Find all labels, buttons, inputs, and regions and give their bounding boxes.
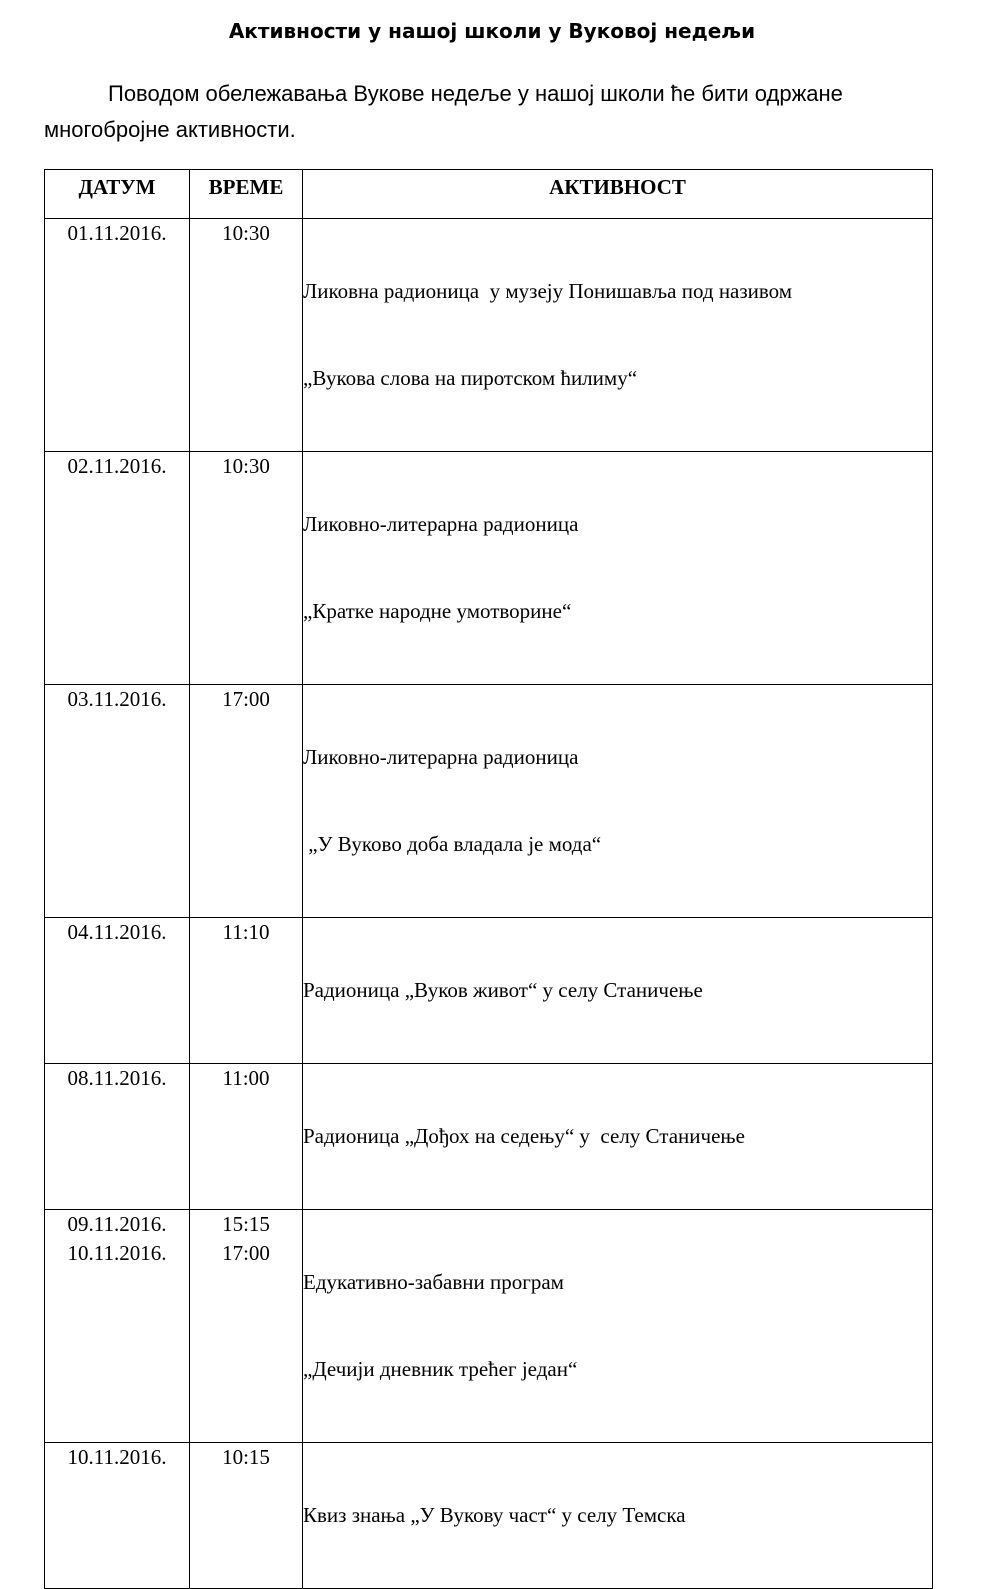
- activity-text: Ликовна радионица у музеју Понишавља под називом: [303, 279, 793, 303]
- table-row: [45, 1064, 933, 1210]
- activity-cell: [303, 918, 933, 1064]
- date-text: 03.11.2016.: [67, 687, 167, 711]
- date-text: 10.11.2016.: [67, 1445, 167, 1469]
- activity-text: „У Вуково доба владала је мода“: [303, 832, 602, 856]
- time-text: 17:00: [222, 687, 270, 711]
- time-text: 15:15: [222, 1212, 270, 1236]
- table-row: [45, 918, 933, 1064]
- activity-cell: [303, 1443, 933, 1589]
- activities-table: [44, 169, 933, 1589]
- activity-text: „Дечији дневник трећег један“: [303, 1357, 578, 1381]
- activity-text: Ликовно-литерарна радионица: [303, 745, 579, 769]
- activity-cell: [303, 685, 933, 918]
- activity-column-header: АКТИВНОСТ: [303, 170, 933, 219]
- table-row: [45, 1443, 933, 1589]
- time-text: 10:30: [222, 454, 270, 478]
- time-text: 10:30: [222, 221, 270, 245]
- activity-text: Радионица „Вуков живот“ у селу Станичење: [303, 978, 703, 1002]
- time-text: 17:00: [222, 1241, 270, 1265]
- time-cell: [190, 685, 303, 918]
- date-text: 04.11.2016.: [67, 920, 167, 944]
- table-row: [45, 452, 933, 685]
- date-cell: [45, 1443, 190, 1589]
- intro-paragraph: Поводом обележавања Вукове недеље у нашој школи ће бити одржане многобројне активности.: [44, 81, 843, 142]
- activity-text: Ликовно-литерарна радионица: [303, 512, 579, 536]
- time-cell: [190, 1210, 303, 1443]
- time-cell: [190, 1443, 303, 1589]
- activity-text: Едукативно-забавни програм: [303, 1270, 564, 1294]
- activities-table-body: [45, 219, 933, 1589]
- activity-text: „Вукова слова на пиротском ћилиму“: [303, 366, 638, 390]
- time-cell: [190, 918, 303, 1064]
- date-text: 09.11.2016.: [67, 1212, 167, 1236]
- table-header-row: [45, 170, 933, 219]
- time-text: 10:15: [222, 1445, 270, 1469]
- date-cell: [45, 1210, 190, 1443]
- time-text: 11:00: [222, 1066, 270, 1090]
- date-cell: [45, 1064, 190, 1210]
- table-row: [45, 1210, 933, 1443]
- time-cell: [190, 452, 303, 685]
- activity-cell: [303, 1210, 933, 1443]
- activity-text: Радионица „Дођох на седењу“ у селу Станичење: [303, 1124, 745, 1148]
- table-row: [45, 219, 933, 452]
- table-row: [45, 685, 933, 918]
- date-text: 02.11.2016.: [67, 454, 167, 478]
- date-cell: [45, 918, 190, 1064]
- document-title: Активности у нашој школи у Вуковој недељи: [228, 19, 756, 43]
- time-cell: [190, 1064, 303, 1210]
- activity-text: „Кратке народне умотворине“: [303, 599, 572, 623]
- date-text: 10.11.2016.: [67, 1241, 167, 1265]
- activity-cell: [303, 219, 933, 452]
- date-text: 01.11.2016.: [67, 221, 167, 245]
- time-column-header: ВРЕМЕ: [190, 170, 303, 219]
- time-text: 11:10: [222, 920, 270, 944]
- date-column-header: ДАТУМ: [45, 170, 190, 219]
- activity-cell: [303, 1064, 933, 1210]
- activity-cell: [303, 452, 933, 685]
- date-cell: [45, 685, 190, 918]
- date-text: 08.11.2016.: [67, 1066, 167, 1090]
- date-cell: [45, 452, 190, 685]
- activity-text: Квиз знања „У Вукову част“ у селу Темска: [303, 1503, 686, 1527]
- date-cell: [45, 219, 190, 452]
- time-cell: [190, 219, 303, 452]
